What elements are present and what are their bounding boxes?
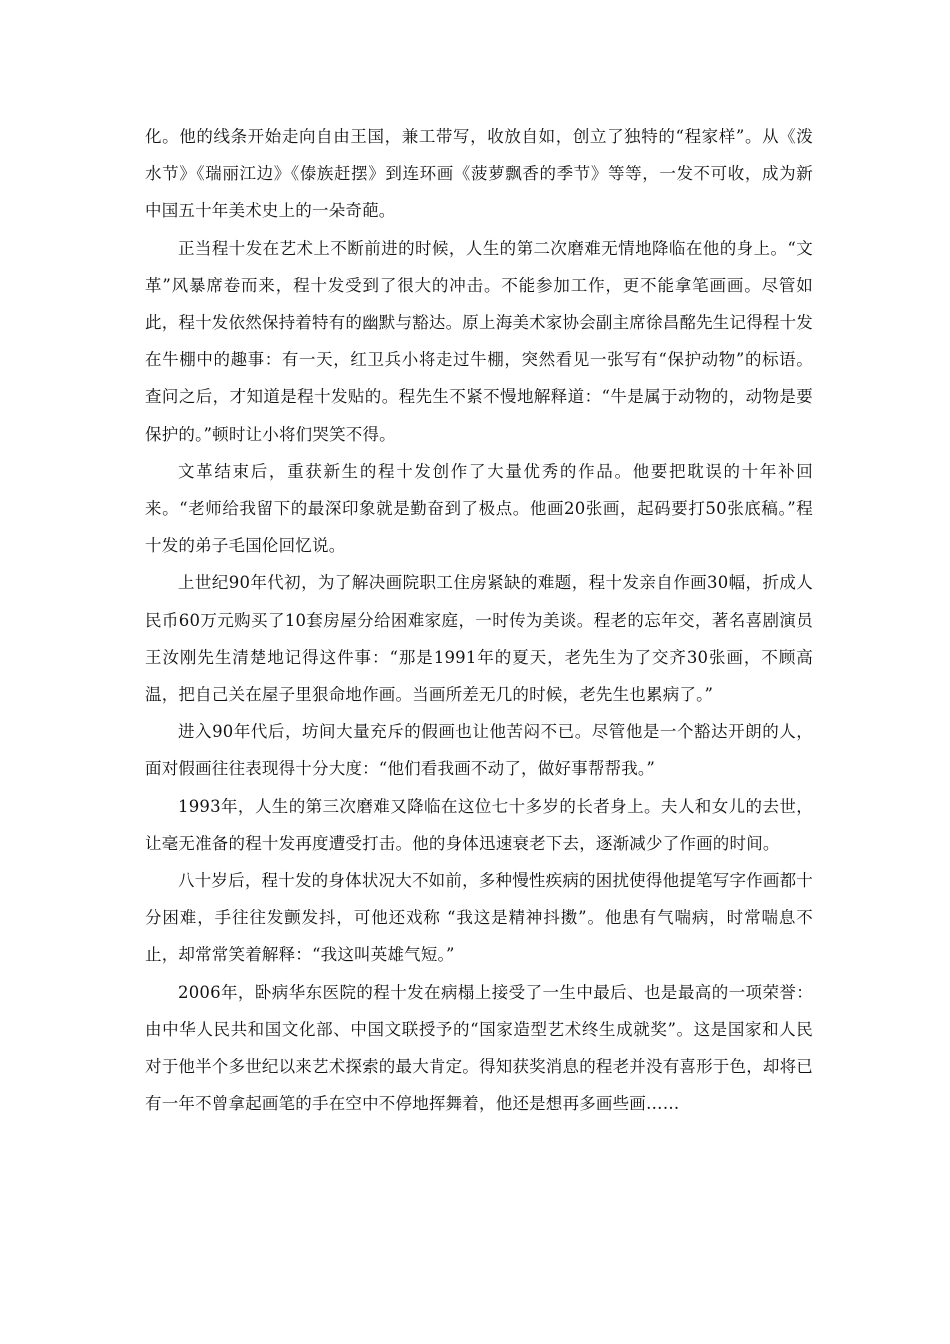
paragraph-continuation: 化。他的线条开始走向自由王国，兼工带写，收放自如，创立了独特的“程家样”。从《泼水节》《瑞丽江边》《傣族赶摆》到连环画《菠萝飘香的季节》等等，一发不可收，成为新中国五十年美术史上的一朵奇葩。 xyxy=(145,127,813,221)
paragraph-eighty: 八十岁后，程十发的身体状况大不如前，多种慢性疾病的困扰使得他提笔写字作画都十分困难，手往往发颤发抖，可他还戏称 “我这是精神抖擞”。他患有气喘病，时常喘息不止，却常常笑着解释：“我这叫英雄气短。” xyxy=(145,871,813,965)
paragraph-fake-paintings: 进入90年代后，坊间大量充斥的假画也让他苦闷不已。尽管他是一个豁达开朗的人，面对假画往往表现得十分大度：“他们看我画不动了，做好事帮帮我。” xyxy=(145,722,813,779)
paragraph-after-revolution: 文革结束后，重获新生的程十发创作了大量优秀的作品。他要把耽误的十年补回来。“老师给我留下的最深印象就是勤奋到了极点。他画20张画，起码要打50张底稿。”程十发的弟子毛国伦回忆说。 xyxy=(145,461,813,556)
paragraph-1993: 1993年，人生的第三次磨难又降临在这位七十多岁的长者身上。夫人和女儿的去世，让毫无准备的程十发再度遭受打击。他的身体迅速衰老下去，逐渐减少了作画的时间。 xyxy=(145,796,813,853)
paragraph-cultural-revolution: 正当程十发在艺术上不断前进的时候，人生的第二次磨难无情地降临在他的身上。“文革”风暴席卷而来，程十发受到了很大的冲击。不能参加工作，更不能拿笔画画。尽管如此，程十发依然保持着特有的幽默与豁达。原上海美术家协会副主席徐昌酩先生记得程十发在牛棚中的趣事：有一天，红卫兵小将走过牛棚，突然看见一张写有“保护动物”的标语。查问之后，才知道是程十发贴的。程先生不紧不慢地解释道：“牛是属于动物的，动物是要保护的。”顿时让小将们哭笑不得。 xyxy=(145,238,813,444)
document-page xyxy=(145,118,813,1122)
paragraph-2006-award: 2006年，卧病华东医院的程十发在病榻上接受了一生中最后、也是最高的一项荣誉：由中华人民共和国文化部、中国文联授予的“国家造型艺术终生成就奖”。这是国家和人民对于他半个多世纪以来艺术探索的最大肯定。得知获奖消息的程老并没有喜形于色，却将已有一年不曾拿起画笔的手在空中不停地挥舞着，他还是想再多画些画…… xyxy=(145,982,813,1114)
paragraph-housing-donation: 上世纪90年代初，为了解决画院职工住房紧缺的难题，程十发亲自作画30幅，折成人民币60万元购买了10套房屋分给困难家庭，一时传为美谈。程老的忘年交，著名喜剧演员王汝刚先生清楚地记得这件事：“那是1991年的夏天，老先生为了交齐30张画，不顾高温，把自己关在屋子里狠命地作画。当画所差无几的时候，老先生也累病了。” xyxy=(145,573,813,705)
